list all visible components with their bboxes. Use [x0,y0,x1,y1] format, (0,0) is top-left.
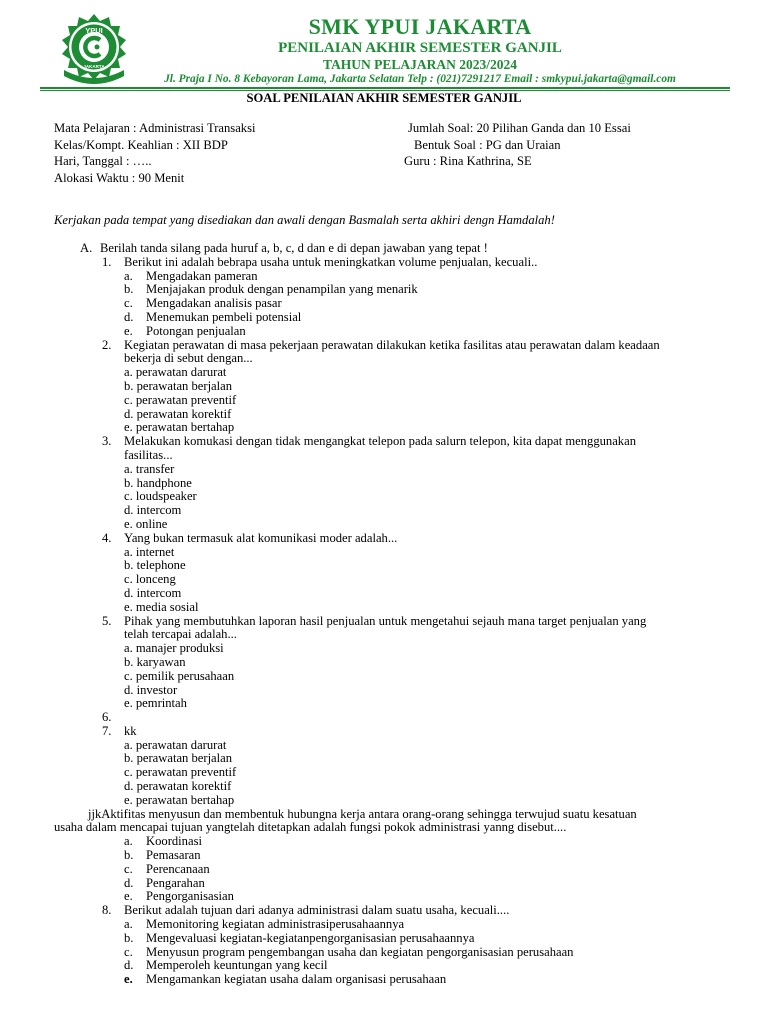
option-text: Koordinasi [146,834,202,849]
option [0,739,768,753]
option [0,559,768,573]
option [0,752,768,766]
option-text: d. perawatan korektif [124,779,232,794]
option [0,546,768,560]
info-question-count: Jumlah Soal: 20 Pilihan Ganda dan 10 Essai [408,121,631,135]
option-letter: c. [124,944,133,959]
option [0,766,768,780]
question-text: jjkAktifitas menyusun dan membentuk hubungna kerja antara orang-orang sehingga terwujud suatu kesatuan [88,806,637,821]
option-text: a. manajer produksi [124,641,224,656]
question-text-cont [0,628,768,642]
option-text: Mengevaluasi kegiatan-kegiatanpengorganisasian perusahaannya [146,930,475,945]
option-letter: b. [124,282,134,297]
option-text: d. investor [124,682,178,697]
option [0,283,768,297]
question-text: Yang bukan termasuk alat komunikasi moder adalah... [124,530,398,545]
question-5 [0,615,768,629]
info-duration: Alokasi Waktu : 90 Menit [54,170,185,185]
question-number: 5. [102,613,112,628]
option [0,835,768,849]
option [0,601,768,615]
question-number: 8. [102,903,112,918]
option [0,587,768,601]
option-text: Mengadakan analisis pasar [146,296,282,311]
option-text: Menemukan pembeli potensial [146,309,302,324]
option [0,849,768,863]
option-text: Mengamankan kegiatan usaha dalam organisasi perusahaan [146,972,447,987]
exam-info [54,122,744,188]
option-letter: a. [124,268,133,283]
option-letter: c. [124,861,133,876]
option-letter: e. [124,323,133,338]
letterhead [130,14,710,86]
option [0,380,768,394]
question-list [0,242,768,987]
option-letter: e. [124,972,133,987]
option-text: Menyusun program pengembangan usaha dan kegiatan pengorganisasian perusahaan [146,944,574,959]
option [0,325,768,339]
option-text: Potongan penjualan [146,323,246,338]
question-number: 3. [102,434,112,449]
question-number: 1. [102,254,112,269]
question-number: 6. [102,710,112,725]
paragraph-question-cont [0,821,768,835]
option [0,477,768,491]
option-text: b. telephone [124,558,186,573]
option-text: Pemasaran [146,848,201,863]
option-text: b. perawatan berjalan [124,751,233,766]
question-6 [0,711,768,725]
option [0,932,768,946]
question-text-cont [0,352,768,366]
option-text: c. pemilik perusahaan [124,668,235,683]
option [0,877,768,891]
option-letter: c. [124,296,133,311]
option-text: c. lonceng [124,572,176,587]
option-text: Menjajakan produk dengan penampilan yang menarik [146,282,418,297]
document-title: SOAL PENILAIAN AKHIR SEMESTER GANJIL [246,91,522,105]
option-text: b. karyawan [124,654,186,669]
logo-text-top: YPUI [85,26,103,35]
option [0,946,768,960]
option [0,670,768,684]
school-address: Jl. Praja I No. 8 Kebayoran Lama, Jakarta Selatan Telp : (021)7291217 Email : smkypui.jakarta@gmail.com [164,73,676,85]
option-text: e. online [124,516,168,531]
option [0,973,768,987]
info-date: Hari, Tanggal : ….. [54,154,152,168]
option-text: a. perawatan darurat [124,365,227,380]
school-name: SMK YPUI JAKARTA [308,14,532,39]
option-text: c. perawatan preventif [124,392,237,407]
option-text: a. internet [124,544,175,559]
option-text: Pengarahan [146,875,205,890]
option-text: b. perawatan berjalan [124,378,233,393]
section-text: Berilah tanda silang pada huruf a, b, c, d dan e di depan jawaban yang tepat ! [100,241,488,255]
option-letter: e. [124,889,133,904]
question-2 [0,339,768,353]
option-text: e. media sosial [124,599,199,614]
question-text: telah tercapai adalah... [124,627,237,642]
exam-name: PENILAIAN AKHIR SEMESTER GANJIL [278,40,562,56]
option [0,573,768,587]
option [0,270,768,284]
option-text: a. perawatan darurat [124,737,227,752]
option-text: Memonitoring kegiatan administrasiperusahaannya [146,917,405,932]
question-text: Melakukan komukasi dengan tidak mengangkat telepon pada salurn telepon, kita dapat menggunakan [124,434,636,449]
option [0,518,768,532]
option-letter: d. [124,309,134,324]
question-text: kk [124,723,137,738]
option-text: d. intercom [124,585,182,600]
option-letter: a. [124,834,133,849]
info-teacher: Guru : Rina Kathrina, SE [404,154,532,168]
section-heading [0,242,768,256]
option-letter: a. [124,917,133,932]
question-4 [0,532,768,546]
question-number: 7. [102,723,112,738]
option-letter: d. [124,958,134,973]
option-text: Memperoleh keuntungan yang kecil [146,958,328,973]
academic-year: TAHUN PELAJARAN 2023/2024 [322,57,517,72]
option [0,794,768,808]
section-number: A. [80,241,93,255]
question-1 [0,256,768,270]
instruction: Kerjakan pada tempat yang disediakan dan awali dengan Basmalah serta akhiri dengn Hamdalah! [54,213,555,227]
option [0,959,768,973]
option [0,463,768,477]
option [0,297,768,311]
paragraph-question [0,808,768,822]
info-question-type: Bentuk Soal : PG dan Uraian [414,137,561,152]
option [0,642,768,656]
question-text: usaha dalam mencapai tujuan yangtelah ditetapkan adalah fungsi pokok administrasi yanng disebut.... [54,820,567,835]
option-text: c. perawatan preventif [124,765,237,780]
option-letter: b. [124,930,134,945]
option-text: e. perawatan bertahap [124,420,235,435]
option-text: d. perawatan korektif [124,406,232,421]
question-text: bekerja di sebut dengan... [124,351,253,366]
question-text-cont [0,449,768,463]
header-rule [40,87,730,89]
option [0,684,768,698]
option-text: e. perawatan bertahap [124,792,235,807]
option [0,408,768,422]
question-number: 2. [102,337,112,352]
question-text: Pihak yang membutuhkan laporan hasil penjualan untuk mengetahui sejauh mana target penjualan yang [124,613,647,628]
question-text: Berikut ini adalah bebrapa usaha untuk meningkatkan volume penjualan, kecuali.. [124,254,538,269]
option [0,863,768,877]
question-number: 4. [102,530,112,545]
option [0,890,768,904]
question-text: Berikut adalah tujuan dari adanya administrasi dalam suatu usaha, kecuali.... [124,903,510,918]
option-text: Pengorganisasian [146,889,234,904]
option [0,311,768,325]
school-logo [56,12,132,88]
option [0,421,768,435]
info-class: Kelas/Kompt. Keahlian : XII BDP [54,137,228,152]
option-text: Perencanaan [146,861,210,876]
option-text: a. transfer [124,461,175,476]
question-8 [0,904,768,918]
option-text: d. intercom [124,503,182,518]
question-7 [0,725,768,739]
option [0,656,768,670]
option [0,697,768,711]
question-3 [0,435,768,449]
option [0,504,768,518]
option-text: b. handphone [124,475,192,490]
option [0,366,768,380]
option-text: e. pemrintah [124,696,187,711]
option-text: Mengadakan pameran [146,268,258,283]
option-letter: b. [124,848,134,863]
question-text: Kegiatan perawatan di masa pekerjaan perawatan dilakukan ketika fasilitas atau perawatan dalam keadaan [124,337,660,352]
question-text: fasilitas... [124,447,173,462]
option [0,394,768,408]
option [0,490,768,504]
option-letter: d. [124,875,134,890]
option [0,780,768,794]
logo-text-bottom: JAKARTA [83,64,105,69]
option-text: c. loudspeaker [124,489,197,504]
info-subject: Mata Pelajaran : Administrasi Transaksi [54,121,256,135]
option [0,918,768,932]
